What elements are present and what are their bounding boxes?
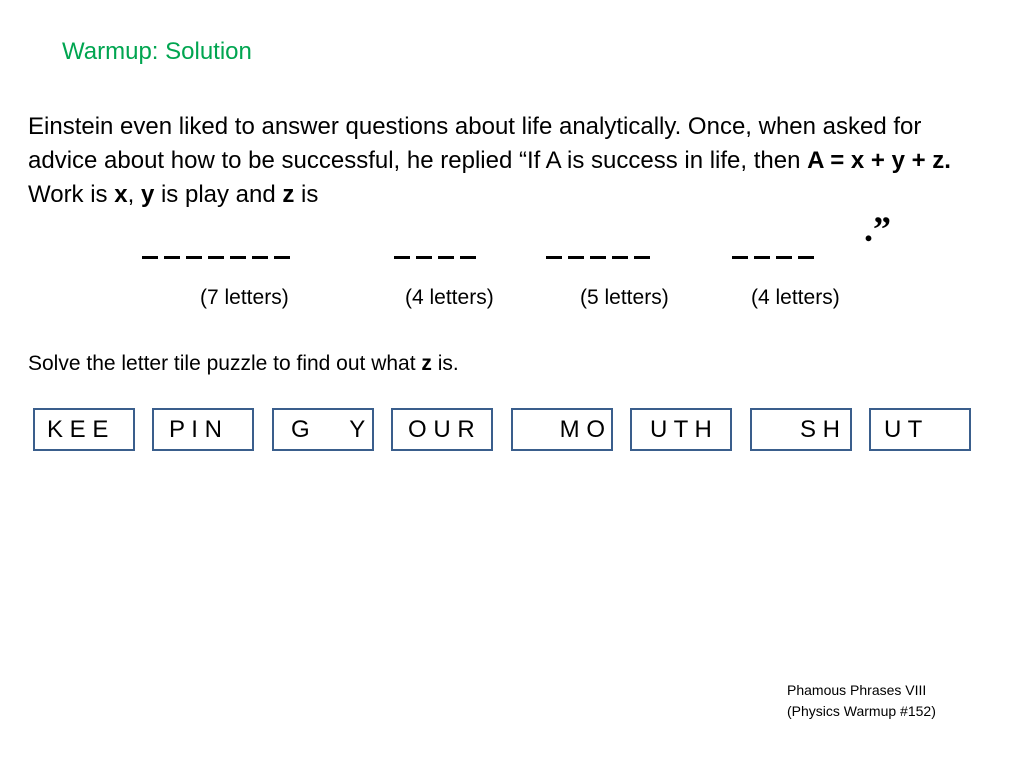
blank-word-1 [142,228,290,259]
closing-quote: .” [864,209,891,249]
variable-y: y [140,181,155,208]
blank-dash [732,256,748,259]
paragraph-text-3: is play and [154,181,283,208]
blank-dash [274,256,290,259]
letter-tile-5[interactable] [511,408,613,451]
blank-dash [438,256,454,259]
slide-footer [787,680,936,722]
blank-dash [798,256,814,259]
prompt-variable-z: z [421,352,432,375]
letter-count-4: (4 letters) [751,286,840,309]
letter-tile-4[interactable] [391,408,493,451]
blank-dash [252,256,268,259]
letter-tile-3[interactable] [272,408,374,451]
letter-count-2: (4 letters) [405,286,494,309]
tile-label: M O [559,415,605,443]
letter-tile-1[interactable] [33,408,135,451]
prompt-text-before: Solve the letter tile puzzle to find out what [28,352,422,375]
blank-dash [142,256,158,259]
blank-word-4 [732,228,814,259]
letter-tile-6[interactable] [630,408,732,451]
blank-dash [776,256,792,259]
tile-label: G Y [291,415,366,443]
letter-tile-7[interactable] [750,408,852,451]
footer-series-title: Phamous Phrases VIII [787,682,927,698]
blank-dash [164,256,180,259]
tile-label: P I N [169,415,222,443]
tile-label: O U R [408,415,475,443]
blank-dash [754,256,770,259]
variable-x: x [114,181,128,208]
equation-text: A = x + y + z. [807,147,951,174]
blank-dash [416,256,432,259]
paragraph-text-2: Work is [28,181,115,208]
tile-label: S H [799,415,840,443]
tile-label: K E E [47,415,109,443]
blank-dash [546,256,562,259]
blank-dash [460,256,476,259]
letter-tile-8[interactable] [869,408,971,451]
variable-z: z [282,181,295,208]
paragraph-comma: , [127,181,141,208]
blank-dash [230,256,246,259]
blank-dash [590,256,606,259]
blank-dash [394,256,410,259]
blank-dash [612,256,628,259]
blank-dash [568,256,584,259]
blank-dash [186,256,202,259]
prompt-text-after: is. [431,352,459,375]
paragraph-text-4: is [294,181,319,208]
letter-tile-2[interactable] [152,408,254,451]
page-title: Warmup: Solution [62,38,252,65]
blank-word-2 [394,228,476,259]
puzzle-prompt [28,352,459,376]
blank-dash [208,256,224,259]
letter-count-1: (7 letters) [200,286,289,309]
blank-word-3 [546,228,650,259]
paragraph-text-1: Einstein even liked to answer questions about life analytically. Once, when asked for advice about how to be successful, he replied “If A is success in life, then [28,113,922,174]
footer-warmup-number: (Physics Warmup #152) [787,703,936,719]
tile-label: U T [884,415,923,443]
tile-label: U T H [650,415,712,443]
einstein-paragraph [28,110,988,212]
letter-count-3: (5 letters) [580,286,669,309]
blank-dash [634,256,650,259]
